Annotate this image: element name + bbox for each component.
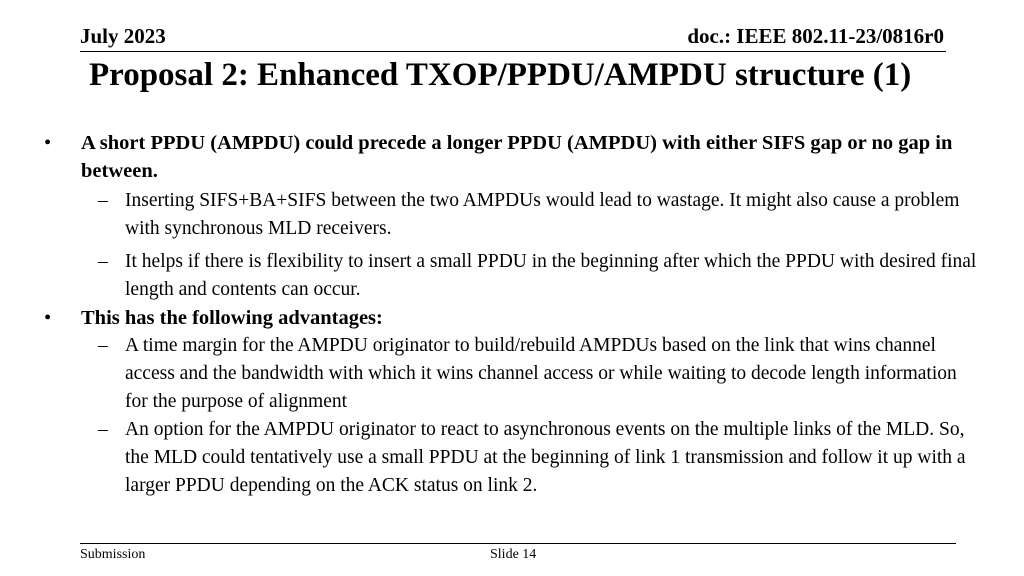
- header-doc-id: doc.: IEEE 802.11-23/0816r0: [687, 24, 944, 48]
- bullet-2: [44, 304, 984, 332]
- dash-marker: –: [98, 419, 108, 440]
- footer-divider: [80, 543, 956, 544]
- bullet-2-sub-1: [44, 332, 984, 416]
- bullet-1-sub-2: [44, 248, 984, 304]
- bullet-2-sub-2: [44, 416, 984, 500]
- slide-title: Proposal 2: Enhanced TXOP/PPDU/AMPDU structure (1): [89, 57, 912, 93]
- bullet-marker: •: [44, 132, 52, 154]
- bullet-2-sub-2-text: An option for the AMPDU originator to react to asynchronous events on the multiple links of the MLD. So, the MLD could tentatively use a small PPDU at the beginning of link 1 transmission and follow it up with a larger PPDU depending on the ACK status on link 2.: [125, 419, 966, 496]
- bullet-1-sub-1-text: Inserting SIFS+BA+SIFS between the two AMPDUs would lead to wastage. It might also cause a problem with synchronous MLD receivers.: [125, 190, 960, 239]
- footer-slide-number: Slide 14: [490, 547, 537, 562]
- bullet-2-sub-1-text: A time margin for the AMPDU originator to build/rebuild AMPDUs based on the link that wins channel access and the bandwidth with which it wins channel access or while waiting to decode length information for the purpose of alignment: [125, 335, 957, 412]
- bullet-marker: •: [44, 307, 52, 329]
- bullet-1: [44, 129, 984, 185]
- header-date: July 2023: [80, 24, 166, 48]
- bullet-1-sub-2-text: It helps if there is flexibility to insert a small PPDU in the beginning after which the PPDU with desired final length and contents can occur.: [125, 251, 977, 300]
- dash-marker: –: [98, 251, 108, 272]
- bullet-2-text: This has the following advantages:: [81, 307, 383, 329]
- header-divider: [80, 51, 946, 52]
- bullet-1-sub-1: [44, 187, 984, 243]
- dash-marker: –: [98, 335, 108, 356]
- slide-body: [44, 129, 984, 500]
- bullet-1-text: A short PPDU (AMPDU) could precede a longer PPDU (AMPDU) with either SIFS gap or no gap in between.: [81, 132, 953, 182]
- dash-marker: –: [98, 190, 108, 211]
- footer-submission: Submission: [80, 547, 146, 562]
